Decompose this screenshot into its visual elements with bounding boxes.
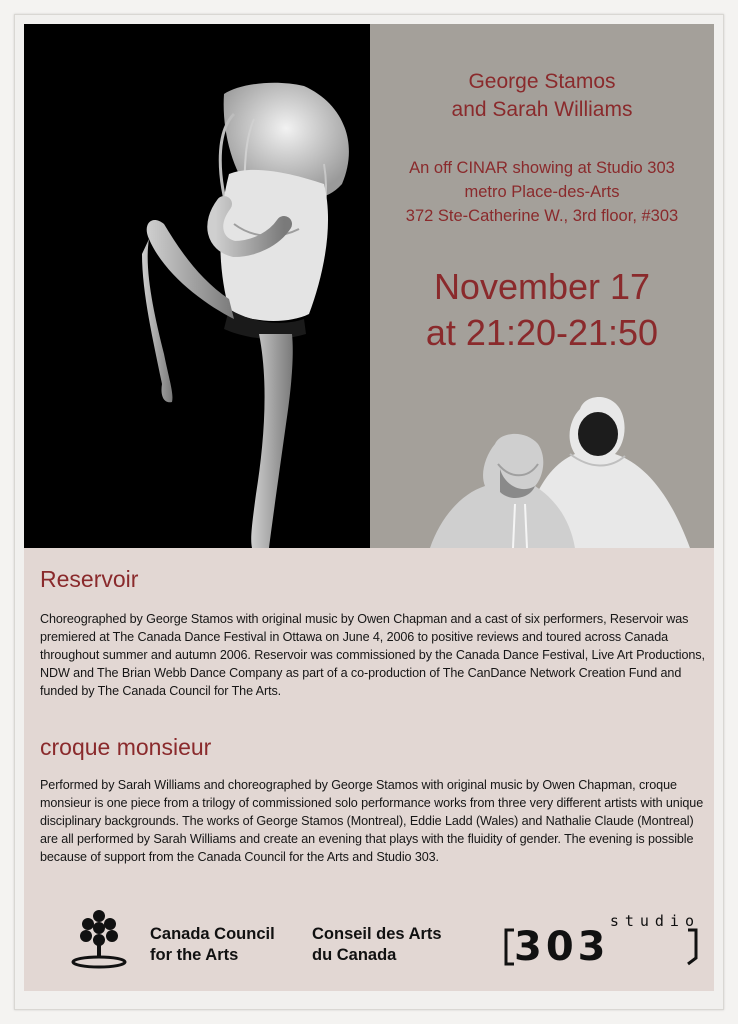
- council-name-line: for the Arts: [150, 946, 239, 964]
- dancer-silhouette-image: [24, 24, 370, 548]
- studio-logo-number: 303: [514, 924, 610, 970]
- canada-council-logo-icon: [68, 906, 130, 970]
- venue-line: An off CINAR showing at Studio 303: [409, 159, 675, 177]
- canada-council-en-label: [150, 924, 275, 966]
- event-info-panel: [370, 24, 714, 548]
- section-text-croque-monsieur: Performed by Sarah Williams and choreographed by George Stamos with original music by Owen Chapman, croque monsieur is one piece from a trilogy of commissioned solo performance works from three very different artists with unique disciplinary backgrounds. The works of George Stamos (Montreal), Eddie Ladd (Wales) and Nathalie Claude (Montreal) are all performed by Sarah Williams and create an evening that plays with the fluidity of gender. The evening is possible because of support from the Canada Council for the Arts and Studio 303.: [40, 778, 704, 864]
- section-title-reservoir: Reservoir: [40, 566, 139, 592]
- section-title-croque-monsieur: croque monsieur: [40, 734, 212, 760]
- council-name-line: Conseil des Arts: [312, 925, 442, 943]
- dancer-photo: [24, 24, 370, 548]
- venue-line: metro Place-des-Arts: [464, 183, 620, 201]
- section-text-reservoir: Choreographed by George Stamos with original music by Owen Chapman and a cast of six performers, Reservoir was premiered at The Canada Dance Festival in Ottawa on June 4, 2006 to positive reviews and toured across Canada throughout summer and autumn 2006. Reservoir was commissioned by the Canada Dance Festival, Live Art Productions, NDW and The Brian Webb Dance Company as part of a co-production of The CanDance Network Creation Fund and funded by The Canada Council for The Arts.: [40, 612, 705, 698]
- artist-name-line: and Sarah Williams: [451, 98, 633, 121]
- venue-line: 372 Ste-Catherine W., 3rd floor, #303: [405, 207, 679, 225]
- artist-name-line: George Stamos: [468, 70, 616, 93]
- canada-council-fr-label: [312, 924, 442, 966]
- studio-logo-word: studio: [609, 912, 700, 930]
- hooded-performers-image: [370, 24, 714, 548]
- description-panel: [24, 548, 714, 991]
- studio-303-logo: [500, 912, 704, 972]
- time-line: at 21:20-21:50: [425, 312, 659, 353]
- date-line: November 17: [433, 266, 651, 307]
- studio-logo-bracket-icon: [500, 912, 704, 972]
- council-name-line: du Canada: [312, 946, 397, 964]
- council-name-line: Canada Council: [150, 925, 275, 943]
